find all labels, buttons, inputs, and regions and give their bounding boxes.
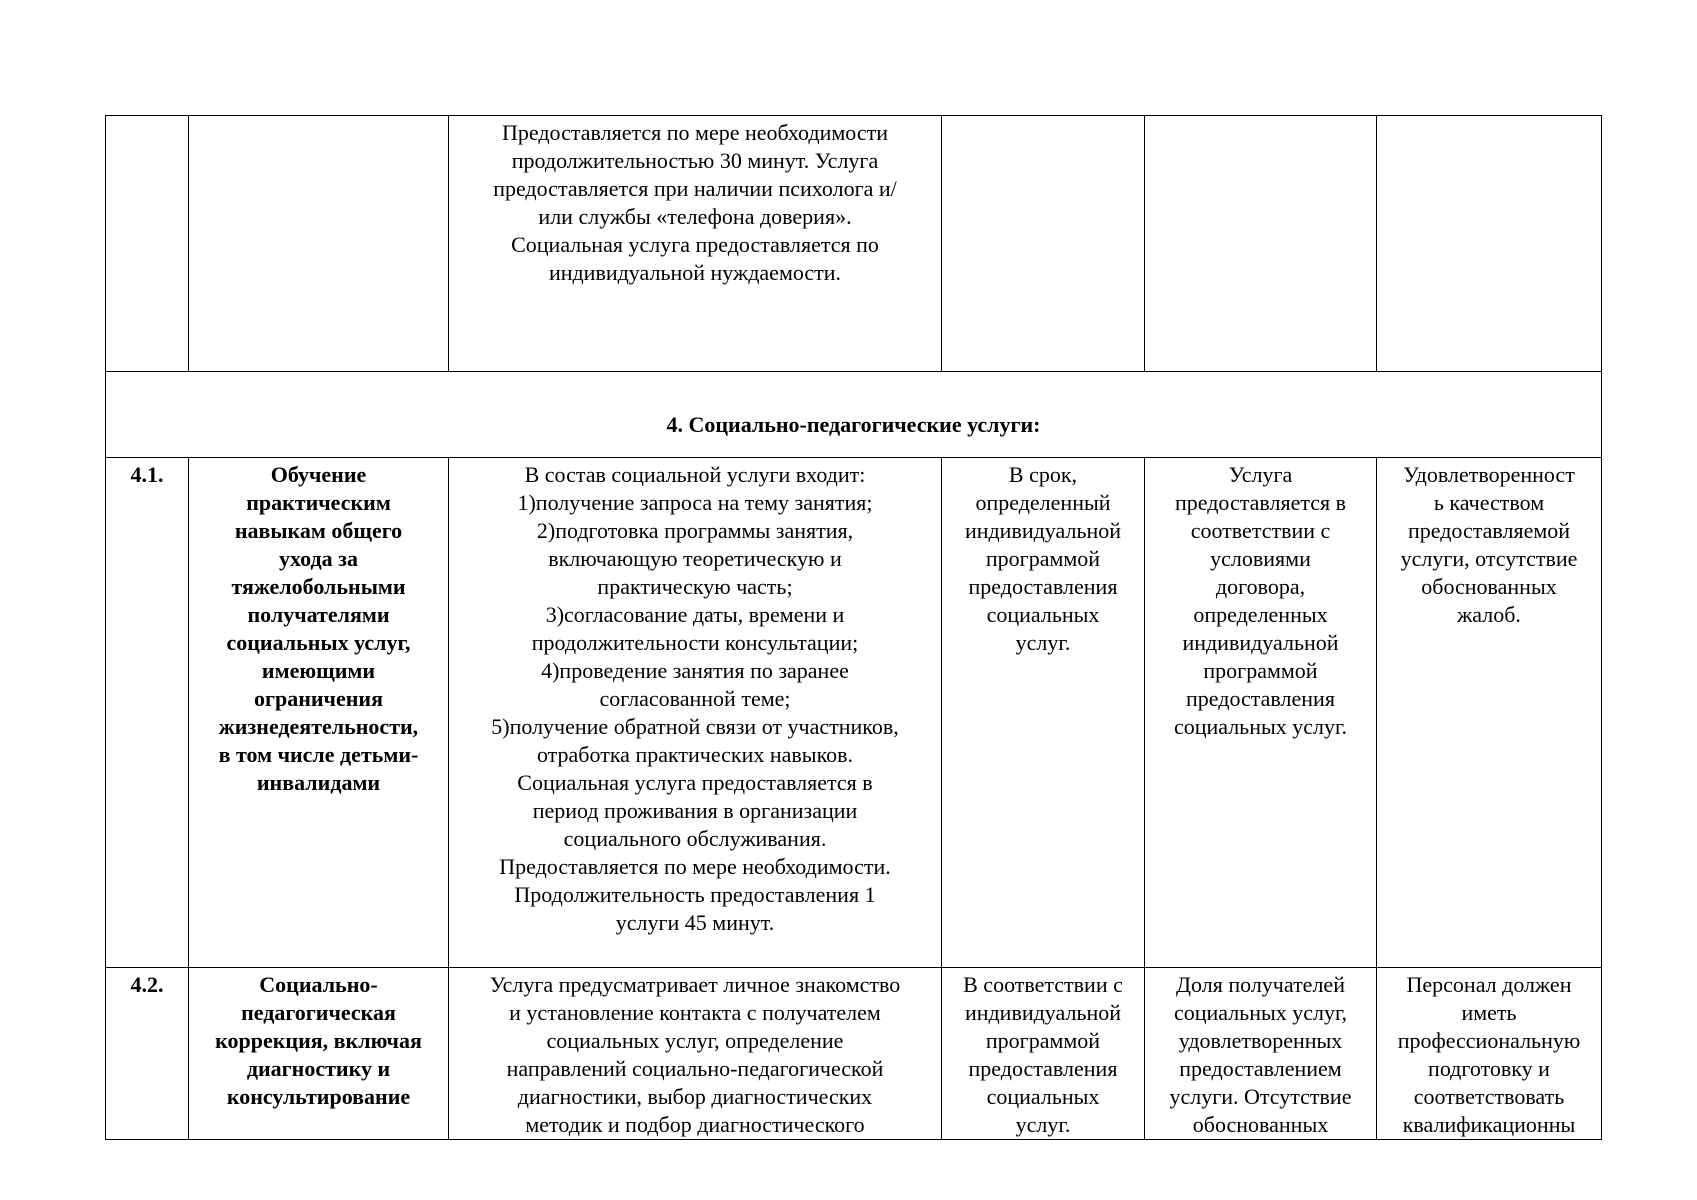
text-line: В состав социальной услуги входит: <box>524 462 866 487</box>
text-line: обоснованных <box>1421 574 1557 599</box>
text-line: жалоб. <box>1457 602 1521 627</box>
term-cell <box>942 968 1145 1140</box>
services-table <box>105 115 1602 1140</box>
num-cell: 4.1. <box>106 458 189 968</box>
text-line: имеющими <box>261 658 376 683</box>
text-line: определенных <box>1193 602 1328 627</box>
num-cell: 4.2. <box>106 968 189 1140</box>
num-cell <box>106 116 189 372</box>
condition-cell <box>1145 458 1377 968</box>
text-line: Социальная услуга предоставляется в <box>517 770 873 795</box>
text-line: социальных услуг, определение <box>546 1028 844 1053</box>
table-row <box>106 458 1602 968</box>
name-cell <box>189 458 449 968</box>
text-line: или службы «телефона доверия». <box>538 204 852 229</box>
condition-cell <box>1145 968 1377 1140</box>
text-line: договора, <box>1215 574 1306 599</box>
section-row <box>106 372 1602 458</box>
text-line: коррекция, включая <box>215 1028 422 1053</box>
text-line: консультирование <box>226 1084 411 1109</box>
text-line: соответствии с <box>1190 518 1331 543</box>
text-line: удовлетворенных <box>1178 1028 1343 1053</box>
text-line: иметь <box>1461 1000 1517 1025</box>
text-line: 2)подготовка программы занятия, <box>536 518 854 543</box>
text-line: продолжительности консультации; <box>531 630 859 655</box>
text-line: услуг. <box>1015 630 1071 655</box>
text-line: условиями <box>1210 546 1311 571</box>
text-line: предоставления <box>968 1056 1118 1081</box>
text-line: в том числе детьми- <box>218 742 419 767</box>
text-line: программой <box>1203 658 1318 683</box>
text-line: услуги 45 минут. <box>615 910 775 935</box>
text-line: Социально- <box>259 972 378 997</box>
name-cell <box>189 968 449 1140</box>
term-cell <box>942 458 1145 968</box>
text-line: инвалидами <box>256 770 381 795</box>
text-line: предоставления <box>1186 686 1335 711</box>
text-line: и установление контакта с получателем <box>509 1000 881 1025</box>
text-line: включающую теоретическую и <box>548 546 842 571</box>
text-line: услуги. Отсутствие <box>1169 1084 1352 1109</box>
text-line: 3)согласование даты, времени и <box>545 602 845 627</box>
text-line: соответствовать <box>1413 1084 1565 1109</box>
text-line: Персонал должен <box>1406 972 1572 997</box>
text-line: социальных <box>986 602 1100 627</box>
text-line: услуги, отсутствие <box>1400 546 1578 571</box>
text-line: период проживания в организации <box>532 798 858 823</box>
text-line: 4)проведение занятия по заранее <box>541 658 849 683</box>
text-line: продолжительностью 30 минут. Услуга <box>511 148 879 173</box>
text-line: практическую часть; <box>597 574 793 599</box>
text-line: программой <box>985 1028 1101 1053</box>
text-line: индивидуальной <box>964 518 1122 543</box>
text-line: обоснованных <box>1192 1112 1329 1137</box>
text-line: направлений социально-педагогической <box>506 1056 884 1081</box>
quality-cell <box>1377 116 1602 372</box>
text-line: ь качеством <box>1433 490 1545 515</box>
text-line: Услуга <box>1228 462 1293 487</box>
text-line: предоставляемой <box>1407 518 1571 543</box>
text-line: индивидуальной <box>1182 630 1339 655</box>
text-line: Удовлетворенност <box>1403 462 1575 487</box>
desc-cell <box>449 968 942 1140</box>
text-line: социальных услуг. <box>1173 714 1348 739</box>
text-line: Предоставляется по мере необходимости <box>502 120 888 145</box>
text-line: диагностику и <box>246 1056 391 1081</box>
text-line: социальных услуг, <box>1173 1000 1348 1025</box>
text-line: 5)получение обратной связи от участников, <box>491 714 899 739</box>
table-row <box>106 968 1602 1140</box>
text-line: социальных услуг, <box>226 630 411 655</box>
text-line: Услуга предусматривает личное знакомство <box>489 972 901 997</box>
text-line: предоставлением <box>1179 1056 1342 1081</box>
desc-cell <box>449 458 942 968</box>
term-cell <box>942 116 1145 372</box>
text-line: В срок, <box>1008 462 1078 487</box>
text-line: 1)получение запроса на тему занятия; <box>517 490 873 515</box>
text-line: индивидуальной <box>964 1000 1122 1025</box>
text-line: предоставляется в <box>1174 490 1346 515</box>
text-line: практическим <box>246 490 391 515</box>
section-title: 4. Социально-педагогические услуги: <box>106 372 1602 458</box>
text-line: ухода за <box>279 546 358 571</box>
text-line: профессиональную <box>1397 1028 1581 1053</box>
text-line: диагностики, выбор диагностических <box>517 1084 873 1109</box>
text-line: навыкам общего <box>234 518 403 543</box>
text-line: получателями <box>247 602 390 627</box>
text-line: жизнедеятельности, <box>218 714 419 739</box>
text-line: предоставления <box>968 574 1118 599</box>
text-line: Обучение <box>270 462 367 487</box>
name-cell <box>189 116 449 372</box>
text-line: программой <box>985 546 1101 571</box>
text-line: методик и подбор диагностического <box>525 1112 865 1137</box>
condition-cell <box>1145 116 1377 372</box>
table-row <box>106 116 1602 372</box>
quality-cell <box>1377 968 1602 1140</box>
text-line: согласованной теме; <box>599 686 791 711</box>
text-line: квалификационны <box>1402 1112 1576 1137</box>
quality-cell <box>1377 458 1602 968</box>
text-line: отработка практических навыков. <box>536 742 854 767</box>
desc-cell <box>449 116 942 372</box>
text-line: индивидуальной нуждаемости. <box>548 260 842 285</box>
text-line: педагогическая <box>241 1000 396 1025</box>
text-line: Предоставляется по мере необходимости. <box>499 854 891 879</box>
text-line: определенный <box>975 490 1111 515</box>
text-line: подготовку и <box>1428 1056 1550 1081</box>
text-line: В соответствии с <box>963 972 1123 997</box>
text-line: Продолжительность предоставления 1 <box>514 882 876 907</box>
text-line: ограничения <box>253 686 383 711</box>
text-line: социальных <box>986 1084 1100 1109</box>
text-line: Социальная услуга предоставляется по <box>511 232 879 257</box>
text-line: предоставляется при наличии психолога и/ <box>493 176 897 201</box>
text-line: Доля получателей <box>1176 972 1345 997</box>
text-line: тяжелобольными <box>231 574 406 599</box>
text-line: социального обслуживания. <box>563 826 827 851</box>
text-line: услуг. <box>1015 1112 1071 1137</box>
